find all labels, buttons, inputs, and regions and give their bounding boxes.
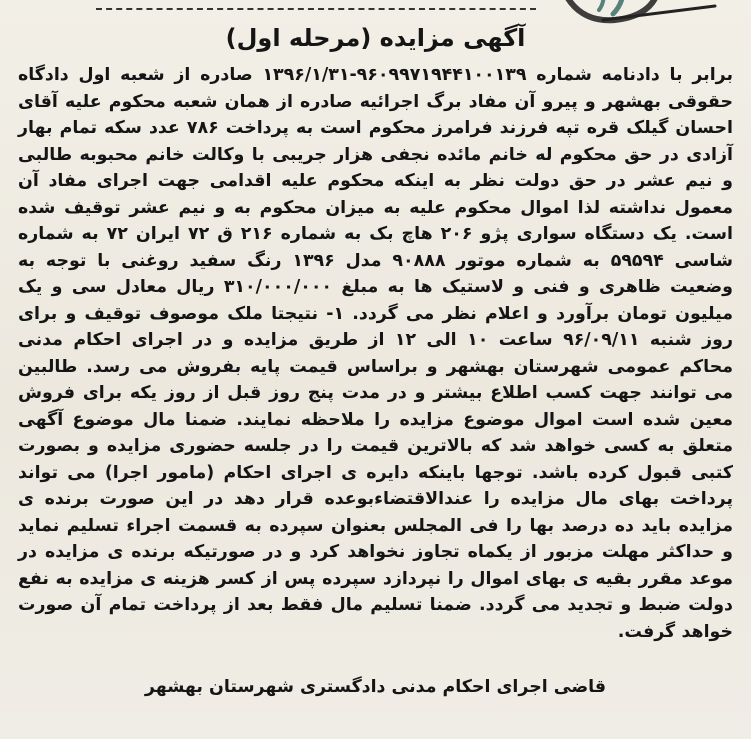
notice-title: آگهی مزایده (مرحله اول) bbox=[225, 24, 526, 52]
corner-slash-mark bbox=[599, 2, 719, 24]
top-dashed-rule bbox=[96, 8, 536, 10]
notice-body: برابر با دادنامه شماره ۹۶۰۹۹۷۱۹۴۴۱۰۰۱۳۹-۱۳۹۶/۱/۳۱ صادره از شعبه اول دادگاه حقوقی بهشهر و پیرو آن مفاد برگ اجرائیه صادره از همان شعبه محکوم علیه آقای احسان گیلک قره تپه فرزند فرامرز محکوم است به پرداخت ۷۸۶ عدد سکه تمام بهار آزادی در حق محکوم له خانم مائده نجفی هزار جریبی با وکالت خانم محبوبه طالبی و نیم عشر در حق دولت نظر به اینکه محکوم علیه اقدامی جهت اجرای مفاد آن معمول نداشته لذا اموال محکوم علیه به میزان محکوم به و نیم عشر توقیف شده است. یک دستگاه سواری پژو ۲۰۶ هاچ بک به شماره ۲۱۶ ق ۷۲ ایران ۷۲ به شماره شاسی ۵۹۵۹۴ به شماره موتور ۹۰۸۸۸ مدل ۱۳۹۶ رنگ سفید روغنی با توجه به وضعیت ظاهری و فنی و لاستیک ها به مبلغ ۳۱۰/۰۰۰/۰۰۰ ریال معادل سی و یک میلیون تومان برآورد و اعلام نظر می گردد. ۱- نتیجتا ملک موصوف توقیف و برای روز شنبه ۹۶/۰۹/۱۱ ساعت ۱۰ الی ۱۲ از طریق مزایده و در اجرای احکام مدنی محاکم عمومی شهرستان بهشهر و براساس قیمت پایه بفروش می رسد. طالبین می توانند جهت کسب اطلاع بیشتر و در مدت پنج روز قبل از روز یکه برای فروش معین شده است اموال موضوع مزایده را ملاحظه نمایند. ضمنا مال موضوع آگهی متعلق به کسی خواهد شد که بالاترین قیمت را در جلسه حضوری مزایده و بصورت کتبی قبول کرده باشد. توجها باینکه دایره ی اجرای احکام (مامور اجرا) می تواند پرداخت بهای مال مزایده را عندالاقتضاءبوعده قرار دهد در این صورت برنده ی مزایده باید ده درصد بها را فی المجلس بعنوان سپرده به قسمت اجراء تسلیم نماید و حداکثر مهلت مزبور از یکماه تجاوز نخواهد کرد و در صورتیکه برنده ی مزایده در موعد مقرر بقیه ی بهای اموال را نپردازد سپرده پس از کسر هزینه ی مزایده به نفع دولت ضبط و تجدید می گردد. ضمنا تسلیم مال فقط بعد از پرداخت تمام آن صورت خواهد گرفت. bbox=[18, 65, 734, 642]
notice-signature: قاضی اجرای احکام مدنی دادگستری شهرستان بهشهر bbox=[144, 677, 607, 697]
